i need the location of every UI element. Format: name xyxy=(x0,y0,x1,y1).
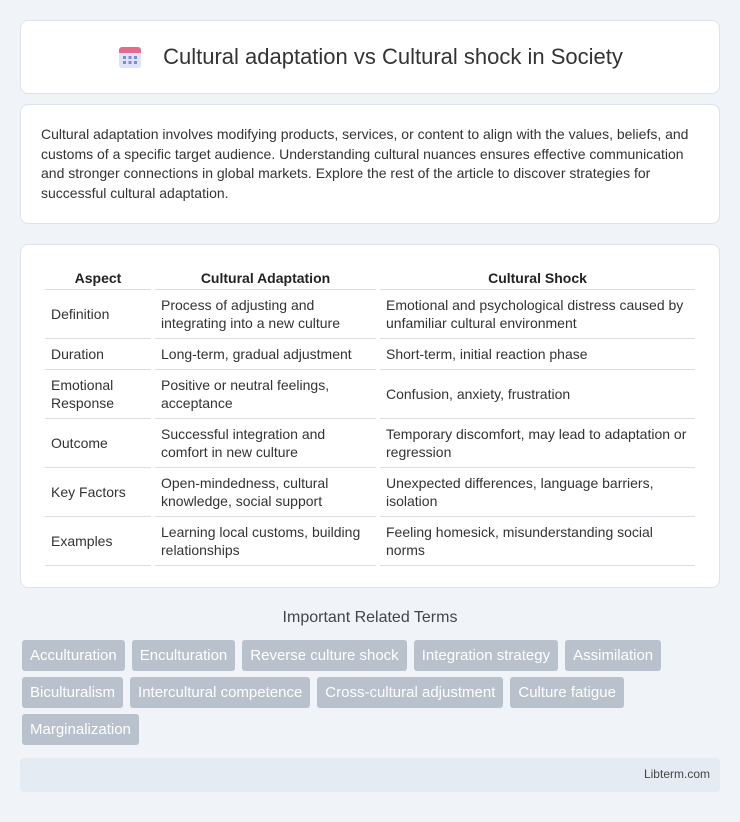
cell-aspect: Definition xyxy=(45,290,151,339)
calendar-icon xyxy=(117,44,143,70)
header-aspect: Aspect xyxy=(45,265,151,290)
intro-card xyxy=(20,104,720,224)
cell-shock: Confusion, anxiety, frustration xyxy=(380,370,695,419)
tag-enculturation[interactable]: Enculturation xyxy=(132,640,236,671)
cell-adaptation: Open-mindedness, cultural knowledge, social support xyxy=(155,468,376,517)
page-title: Cultural adaptation vs Cultural shock in Society xyxy=(163,44,623,69)
cell-aspect: Key Factors xyxy=(45,468,151,517)
tag-cross-cultural-adjustment[interactable]: Cross-cultural adjustment xyxy=(317,677,503,708)
cell-aspect: Outcome xyxy=(45,419,151,468)
related-terms-title: Important Related Terms xyxy=(282,609,458,626)
table-row xyxy=(45,419,695,468)
table-row xyxy=(45,468,695,517)
table-row xyxy=(45,370,695,419)
tag-marginalization[interactable]: Marginalization xyxy=(22,714,139,745)
header-cultural-shock: Cultural Shock xyxy=(380,265,695,290)
cell-aspect: Duration xyxy=(45,339,151,370)
cell-adaptation: Positive or neutral feelings, acceptance xyxy=(155,370,376,419)
tag-reverse-culture-shock[interactable]: Reverse culture shock xyxy=(242,640,406,671)
tag-biculturalism[interactable]: Biculturalism xyxy=(22,677,123,708)
header-card xyxy=(20,20,720,94)
tag-assimilation[interactable]: Assimilation xyxy=(565,640,661,671)
comparison-table xyxy=(41,265,699,566)
cell-adaptation: Process of adjusting and integrating into a new culture xyxy=(155,290,376,339)
tag-integration-strategy[interactable]: Integration strategy xyxy=(414,640,558,671)
intro-text: Cultural adaptation involves modifying products, services, or content to align with the values, beliefs, and customs of a specific target audience. Understanding cultural nuances ensures effective communication and stronger connections in global markets. Explore the rest of the article to discover strategies for successful cultural adaptation. xyxy=(41,126,689,201)
cell-aspect: Examples xyxy=(45,517,151,566)
cell-shock: Short-term, initial reaction phase xyxy=(380,339,695,370)
cell-shock: Feeling homesick, misunderstanding social norms xyxy=(380,517,695,566)
cell-shock: Emotional and psychological distress caused by unfamiliar cultural environment xyxy=(380,290,695,339)
table-header-row xyxy=(45,265,695,290)
comparison-card xyxy=(20,244,720,588)
table-row xyxy=(45,339,695,370)
tag-acculturation[interactable]: Acculturation xyxy=(22,640,125,671)
footer-brand[interactable]: Libterm.com xyxy=(643,767,710,781)
table-row xyxy=(45,517,695,566)
related-terms-list xyxy=(22,640,722,745)
cell-adaptation: Successful integration and comfort in new culture xyxy=(155,419,376,468)
cell-shock: Temporary discomfort, may lead to adaptation or regression xyxy=(380,419,695,468)
cell-shock: Unexpected differences, language barriers, isolation xyxy=(380,468,695,517)
footer xyxy=(20,758,720,792)
table-row xyxy=(45,290,695,339)
cell-aspect: Emotional Response xyxy=(45,370,151,419)
tag-culture-fatigue[interactable]: Culture fatigue xyxy=(510,677,624,708)
cell-adaptation: Long-term, gradual adjustment xyxy=(155,339,376,370)
tag-intercultural-competence[interactable]: Intercultural competence xyxy=(130,677,310,708)
cell-adaptation: Learning local customs, building relationships xyxy=(155,517,376,566)
header-cultural-adaptation: Cultural Adaptation xyxy=(155,265,376,290)
